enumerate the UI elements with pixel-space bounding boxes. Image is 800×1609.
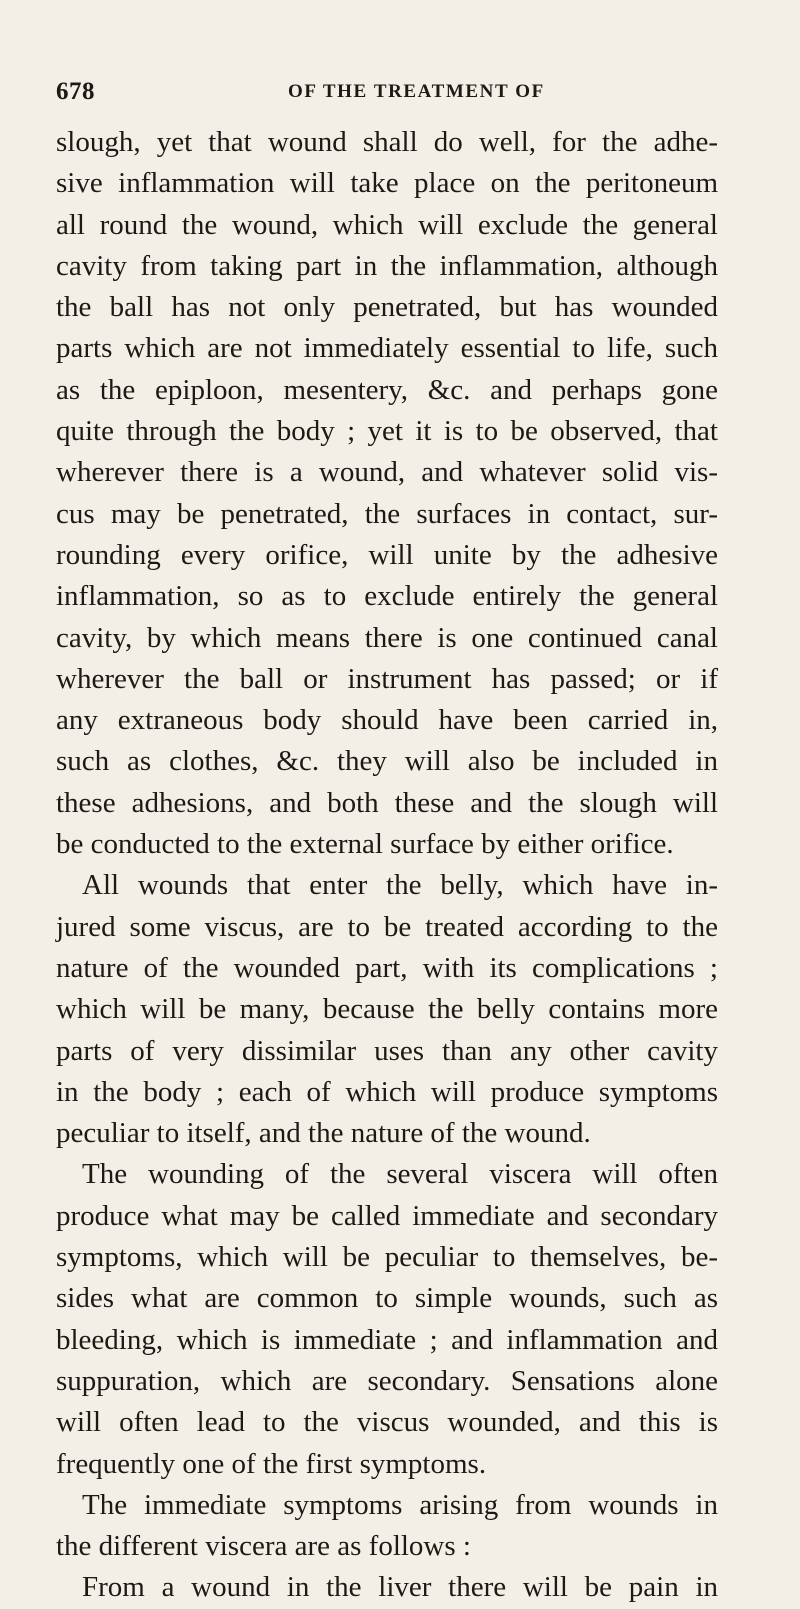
text-line: cus may be penetrated, the surfaces in contact, sur- (56, 497, 718, 530)
text-line: as the epiploon, mesentery, &c. and perhaps gone (56, 373, 718, 406)
body-text (56, 122, 718, 1609)
text-line: any extraneous body should have been carried in, (56, 704, 718, 737)
paragraph-start-line: From a wound in the liver there will be pain in (82, 1571, 718, 1604)
text-line: will often lead to the viscus wounded, and this is (56, 1406, 718, 1439)
text-line: cavity from taking part in the inflammation, although (56, 249, 718, 282)
text-line: jured some viscus, are to be treated according to the (56, 910, 718, 943)
text-line: the ball has not only penetrated, but has wounded (56, 291, 718, 324)
text-line: the different viscera are as follows : (56, 1530, 471, 1563)
text-line: suppuration, which are secondary. Sensations alone (56, 1364, 718, 1397)
text-line: parts of very dissimilar uses than any other cavity (56, 1034, 718, 1067)
text-line: parts which are not immediately essential to life, such (56, 332, 718, 365)
text-line: rounding every orifice, will unite by the adhesive (56, 538, 718, 571)
text-line: wherever the ball or instrument has passed; or if (56, 662, 718, 695)
text-line: cavity, by which means there is one continued canal (56, 621, 718, 654)
text-line: nature of the wounded part, with its complications ; (56, 951, 718, 984)
text-line: wherever there is a wound, and whatever solid vis- (56, 456, 718, 489)
page-number: 678 (56, 78, 95, 105)
text-line: produce what may be called immediate and secondary (56, 1199, 718, 1232)
running-head (56, 78, 716, 108)
text-line: quite through the body ; yet it is to be observed, that (56, 415, 718, 448)
text-line: all round the wound, which will exclude the general (56, 208, 718, 241)
text-line: sive inflammation will take place on the peritoneum (56, 167, 718, 200)
running-title: OF THE TREATMENT OF (288, 81, 545, 102)
text-line: symptoms, which will be peculiar to themselves, be- (56, 1241, 718, 1274)
text-line: which will be many, because the belly contains more (56, 993, 718, 1026)
text-line: bleeding, which is immediate ; and inflammation and (56, 1323, 718, 1356)
text-line: slough, yet that wound shall do well, for the adhe- (56, 126, 718, 158)
text-line: in the body ; each of which will produce symptoms (56, 1075, 718, 1108)
text-line: be conducted to the external surface by either orifice. (56, 828, 674, 861)
text-line: frequently one of the first symptoms. (56, 1447, 487, 1480)
text-line: such as clothes, &c. they will also be included in (56, 745, 718, 778)
paragraph-start-line: All wounds that enter the belly, which have in- (82, 869, 718, 902)
text-line: inflammation, so as to exclude entirely the general (56, 580, 718, 613)
text-line: these adhesions, and both these and the slough will (56, 786, 718, 819)
text-line: sides what are common to simple wounds, such as (56, 1282, 718, 1315)
text-line: peculiar to itself, and the nature of the wound. (56, 1117, 591, 1150)
paragraph-start-line: The immediate symptoms arising from wounds in (82, 1488, 718, 1521)
paragraph-start-line: The wounding of the several viscera will often (82, 1158, 718, 1191)
